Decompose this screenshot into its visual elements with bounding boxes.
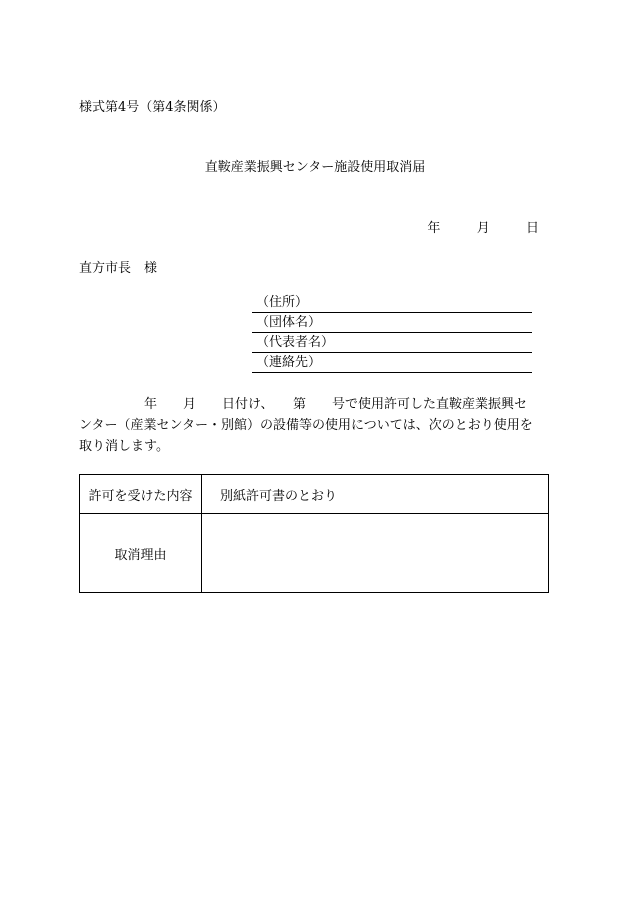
applicant-organization-field[interactable]: （団体名） [252, 314, 532, 333]
permit-value: 別紙許可書のとおり [202, 475, 549, 514]
applicant-representative-field[interactable]: （代表者名） [252, 334, 532, 353]
table-row-permit [80, 475, 549, 514]
table-row-reason [80, 514, 549, 593]
date-year-label: 年 [427, 221, 441, 236]
permit-label: 許可を受けた内容 [80, 475, 202, 514]
body-line-1: 年 月 日付け、 第 号で使用許可した直鞍産業振興セ [79, 397, 527, 412]
date-day-label: 日 [525, 221, 539, 236]
reason-label: 取消理由 [80, 514, 202, 593]
applicant-address-field[interactable]: （住所） [252, 294, 532, 313]
document-title: 直鞍産業振興センター施設使用取消届 [204, 160, 426, 175]
date-line [427, 217, 539, 236]
body-paragraph [79, 394, 549, 457]
cancellation-table [79, 474, 549, 593]
applicant-contact-field[interactable]: （連絡先） [252, 354, 532, 373]
body-line-3: 取り消します。 [79, 439, 169, 454]
reason-input[interactable] [202, 514, 549, 593]
addressee: 直方市長 様 [79, 261, 158, 276]
body-line-2: ンター（産業センター・別館）の設備等の使用については、次のとおり使用を [79, 418, 533, 433]
date-month-label: 月 [476, 221, 490, 236]
form-number: 様式第4号（第4条関係） [79, 100, 226, 115]
